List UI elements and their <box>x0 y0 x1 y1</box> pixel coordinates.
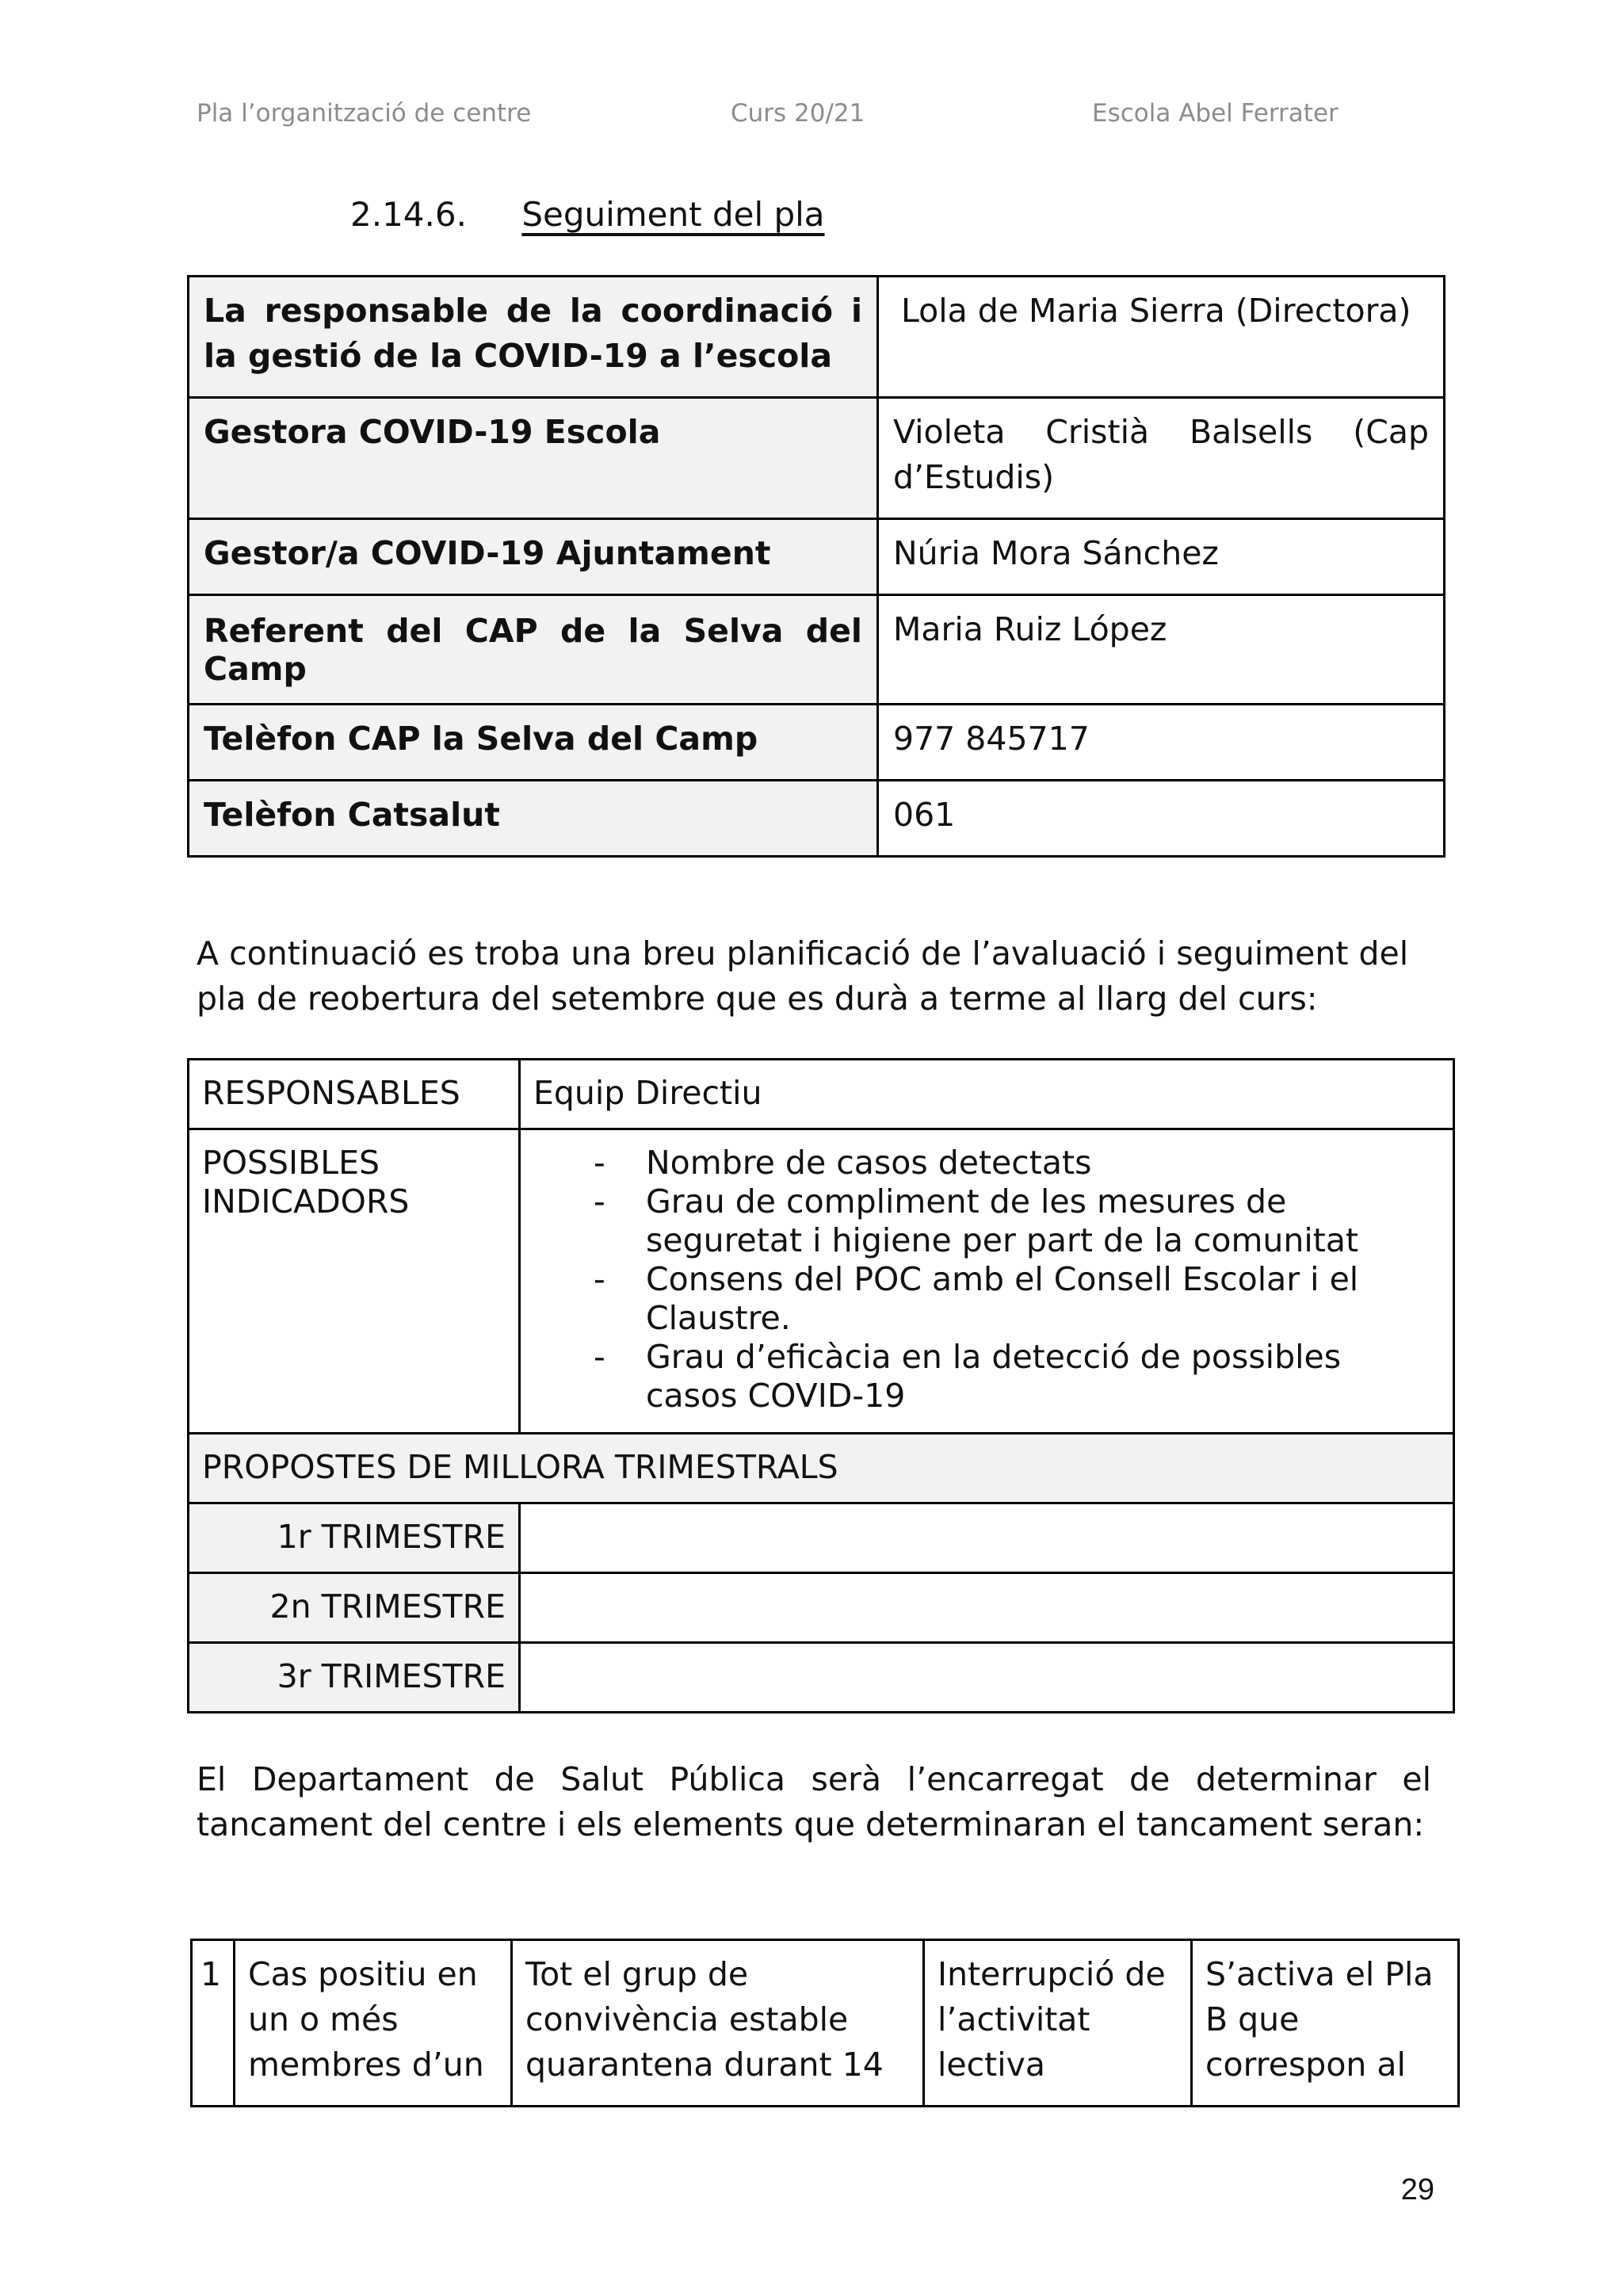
contact-value: Núria Mora Sánchez <box>878 519 1445 595</box>
indicadors-list <box>533 1144 1440 1415</box>
trimestre-value <box>520 1573 1454 1643</box>
propostes-header: PROPOSTES DE MILLORA TRIMESTRALS <box>189 1434 1454 1503</box>
indicadors-cell <box>520 1129 1454 1434</box>
table-row <box>189 595 1445 705</box>
closure-table <box>190 1939 1460 2107</box>
table-row <box>189 1129 1454 1434</box>
contact-label: Telèfon CAP la Selva del Camp <box>189 705 878 781</box>
closure-interruption: Interrupció de l’activitat lectiva <box>924 1940 1192 2107</box>
contact-label: Telèfon Catsalut <box>189 781 878 857</box>
contact-value: Lola de Maria Sierra (Directora) <box>878 277 1445 398</box>
contacts-table <box>187 275 1445 858</box>
bullet-dash: - <box>594 1260 605 1298</box>
section-heading <box>350 195 825 234</box>
table-row <box>189 705 1445 781</box>
header-right: Escola Abel Ferrater <box>1092 99 1338 128</box>
table-row <box>189 398 1445 519</box>
table-row <box>189 1573 1454 1643</box>
indicador-text: Consens del POC amb el Consell Escolar i el Claustre. <box>646 1260 1359 1337</box>
bullet-dash: - <box>594 1144 605 1182</box>
table-row <box>192 1940 1459 2107</box>
page-number: 29 <box>1400 2173 1434 2206</box>
table-row <box>189 277 1445 398</box>
indicador-text: Grau d’eficàcia en la detecció de possibles casos COVID-19 <box>646 1338 1342 1415</box>
section-title: Seguiment del pla <box>521 195 825 234</box>
bullet-dash: - <box>594 1338 605 1376</box>
header-center: Curs 20/21 <box>731 99 865 128</box>
table-row <box>189 1643 1454 1713</box>
table-row <box>189 1060 1454 1129</box>
contact-label: La responsable de la coordinació i la gestió de la COVID-19 a l’escola <box>189 277 878 398</box>
trimestre-label: 1r TRIMESTRE <box>189 1503 520 1573</box>
contact-value: 977 845717 <box>878 705 1445 781</box>
indicador-text: Nombre de casos detectats <box>646 1144 1092 1182</box>
closure-case: Cas positiu en un o més membres d’un <box>235 1940 512 2107</box>
table-row <box>189 781 1445 857</box>
contact-value: Maria Ruiz López <box>878 595 1445 705</box>
list-item <box>533 1144 1440 1182</box>
list-item <box>533 1260 1440 1338</box>
contact-value: 061 <box>878 781 1445 857</box>
evaluation-table <box>187 1058 1455 1713</box>
contact-label: Gestora COVID-19 Escola <box>189 398 878 519</box>
trimestre-label: 2n TRIMESTRE <box>189 1573 520 1643</box>
trimestre-value <box>520 1643 1454 1713</box>
intro-paragraph: A continuació es troba una breu planificació de l’avaluació i seguiment del pla de reobertura del setembre que es durà a terme al llarg del curs: <box>197 934 1409 1018</box>
responsables-label: RESPONSABLES <box>189 1060 520 1129</box>
indicador-text: Grau de compliment de les mesures de seguretat i higiene per part de la comunitat <box>646 1182 1359 1259</box>
section-number: 2.14.6. <box>350 195 467 234</box>
closure-effect: Tot el grup de convivència estable quarantena durant 14 <box>512 1940 924 2107</box>
trimestre-label: 3r TRIMESTRE <box>189 1643 520 1713</box>
closure-plan: S’activa el Pla B que correspon al <box>1192 1940 1459 2107</box>
list-item <box>533 1338 1440 1415</box>
table-row <box>189 1434 1454 1503</box>
closure-paragraph: El Departament de Salut Pública serà l’encarregat de determinar el tancament del centre i els elements que determinaran el tancament seran: <box>197 1760 1431 1843</box>
indicadors-label: POSSIBLES INDICADORS <box>189 1129 520 1434</box>
contact-label: Gestor/a COVID-19 Ajuntament <box>189 519 878 595</box>
bullet-dash: - <box>594 1182 605 1221</box>
contact-value: Violeta Cristià Balsells (Cap d’Estudis) <box>878 398 1445 519</box>
table-row <box>189 519 1445 595</box>
contact-label: Referent del CAP de la Selva del Camp <box>189 595 878 705</box>
trimestre-value <box>520 1503 1454 1573</box>
table-row <box>189 1503 1454 1573</box>
closure-num: 1 <box>192 1940 235 2107</box>
header-left: Pla l’organització de centre <box>197 99 532 128</box>
list-item <box>533 1182 1440 1260</box>
responsables-value: Equip Directiu <box>520 1060 1454 1129</box>
